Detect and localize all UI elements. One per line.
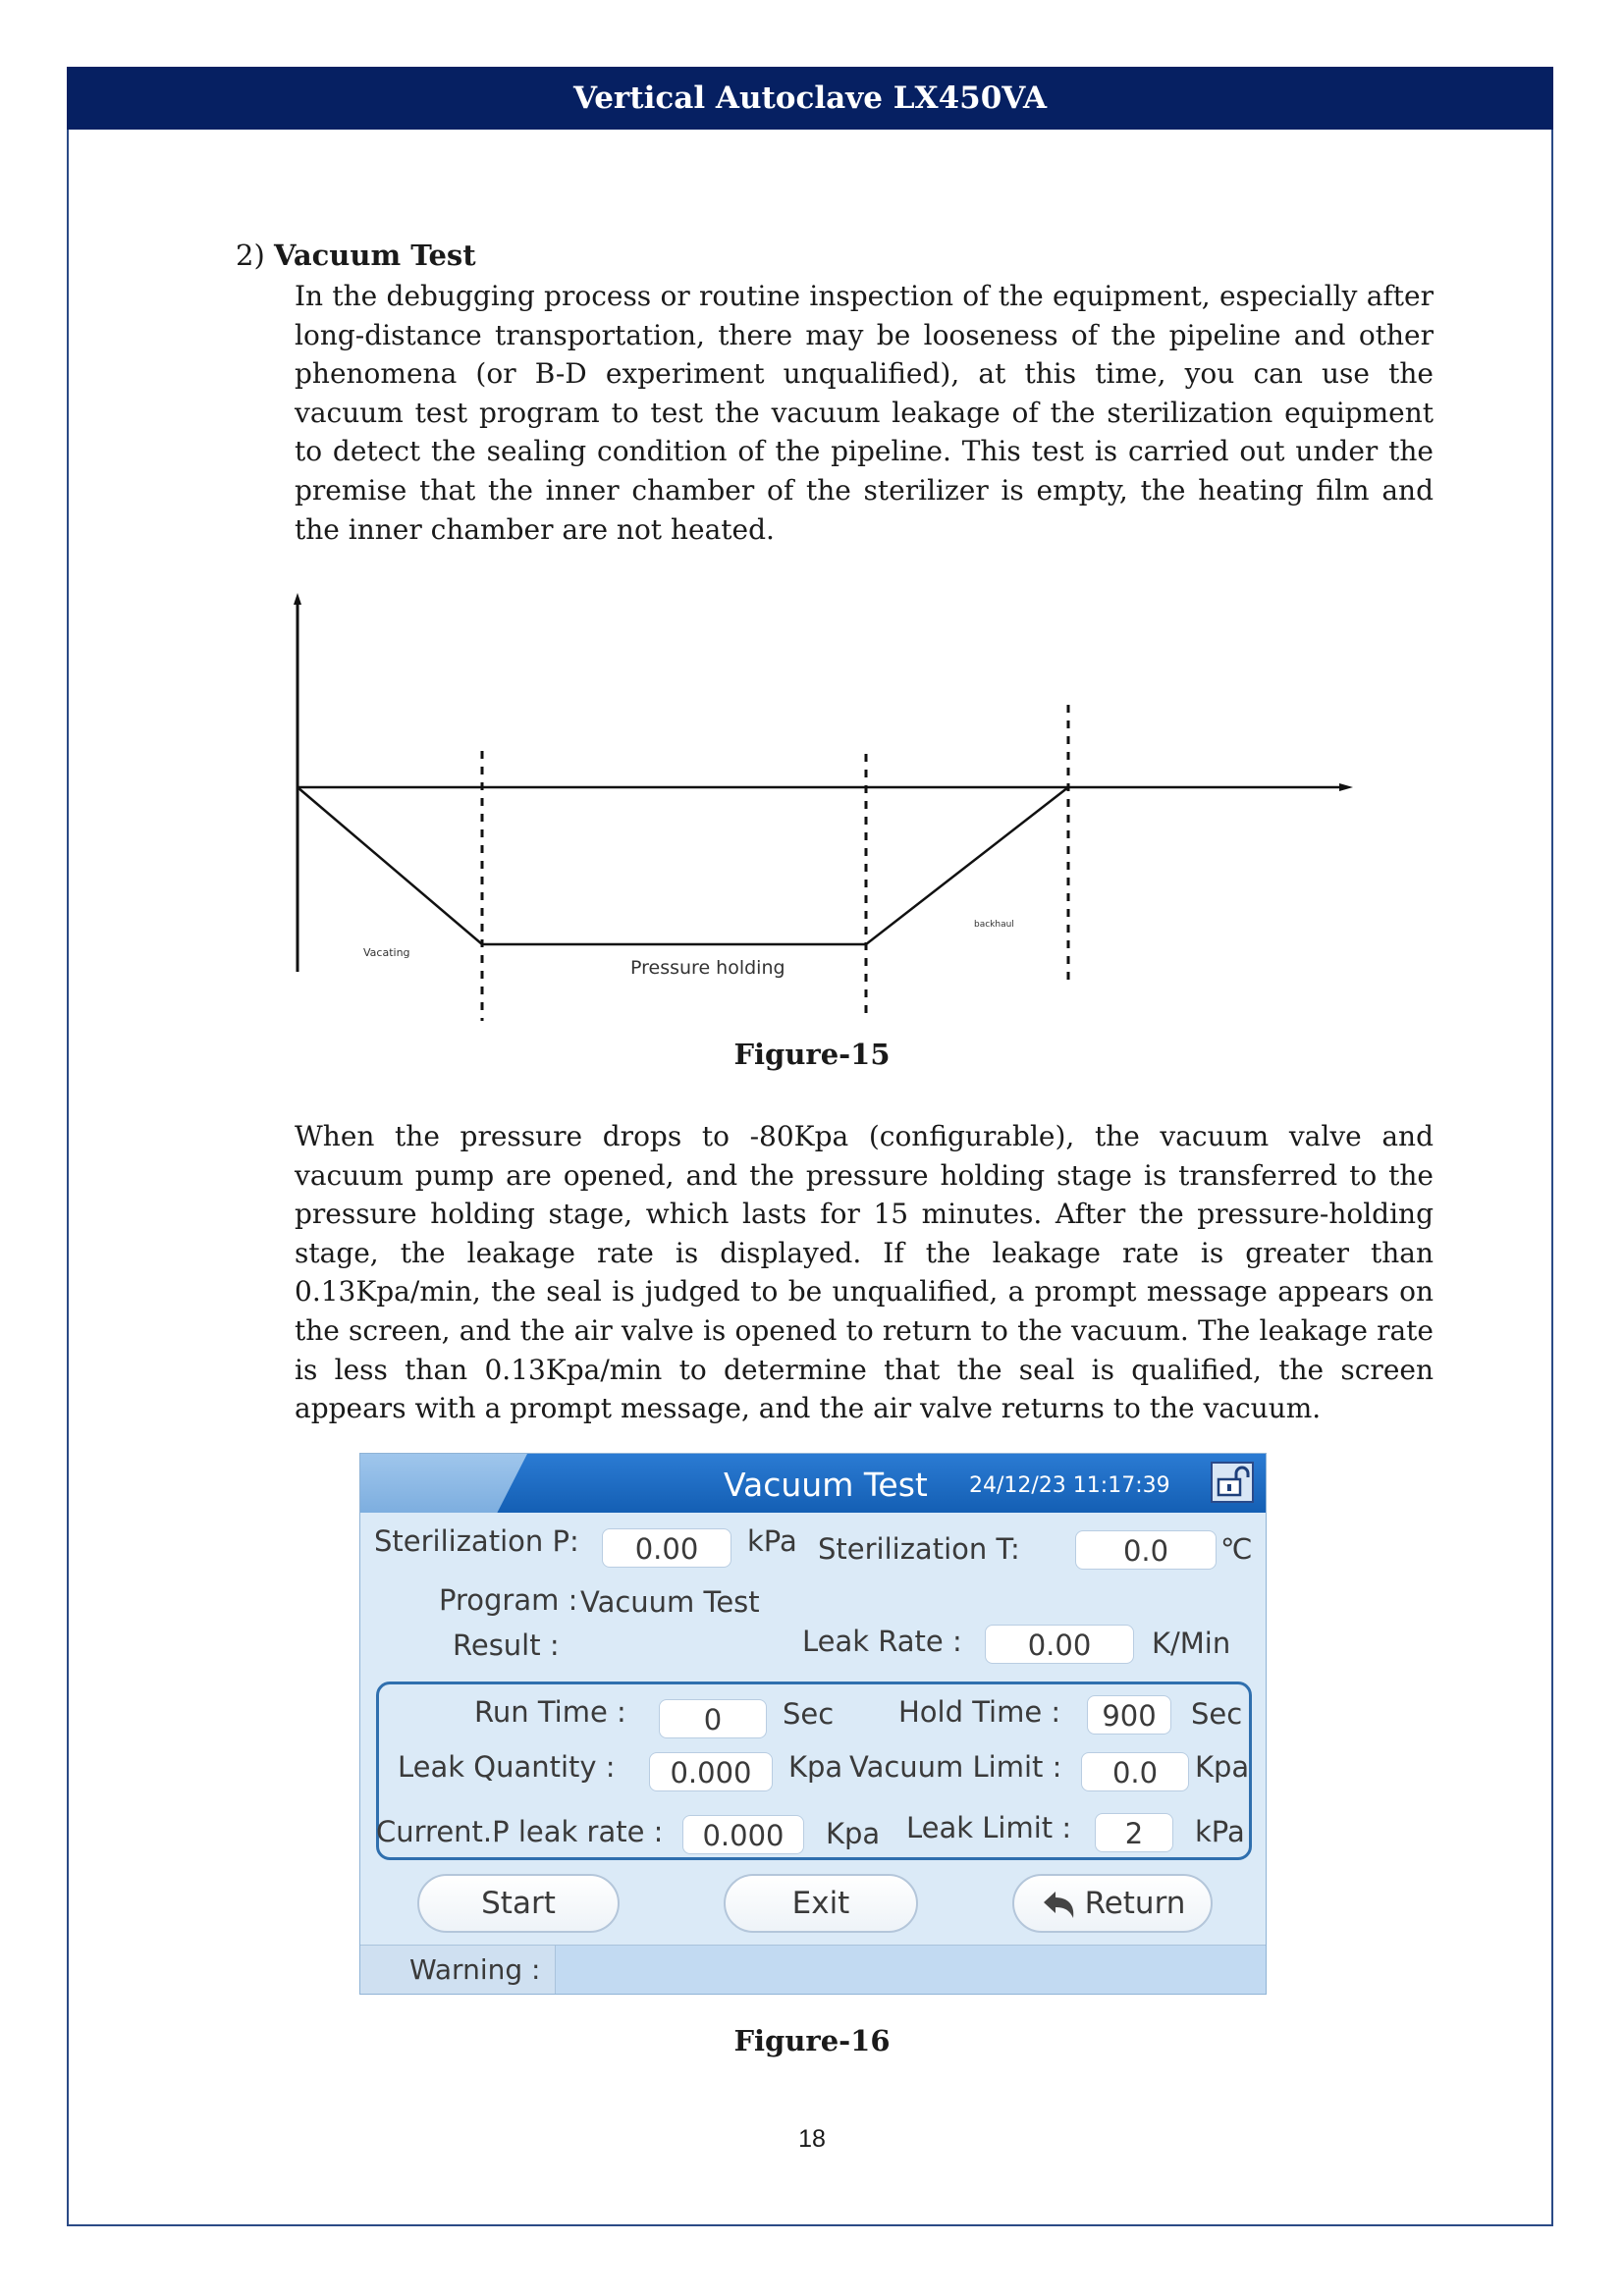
- pressure-curve: [298, 787, 1068, 944]
- leak-quantity-value: 0.000: [649, 1752, 773, 1791]
- sterilization-p-unit: kPa: [747, 1524, 797, 1558]
- vacuum-test-diagram: [285, 589, 1365, 1021]
- sterilization-p-value: 0.00: [602, 1528, 731, 1568]
- page-number: 18: [798, 2125, 826, 2153]
- section-title: Vacuum Test: [273, 239, 476, 272]
- program-value: Vacuum Test: [580, 1585, 760, 1619]
- return-arrow-icon: [1040, 1889, 1079, 1922]
- screen-datetime: 24/12/23 11:17:39: [969, 1473, 1170, 1498]
- return-button-label: Return: [1084, 1886, 1186, 1921]
- sterilization-t-unit: ℃: [1220, 1532, 1253, 1566]
- figure-16-caption: Figure-16: [733, 2024, 891, 2057]
- backhaul-label: backhaul: [974, 920, 1014, 930]
- leak-rate-label: Leak Rate :: [802, 1625, 962, 1658]
- leak-quantity-label: Leak Quantity :: [398, 1750, 616, 1784]
- hold-time-unit: Sec: [1191, 1697, 1243, 1731]
- vacating-label: Vacating: [363, 946, 410, 959]
- procedure-paragraph: When the pressure drops to -80Kpa (configurable), the vacuum valve and vacuum pump are opened, and the pressure holding stage is transferred to the pressure holding stage, which lasts for 15 minutes. After the pressure-holding stage, the leakage rate is displayed. If the leakage rate is greater than 0.13Kpa/min, the seal is judged to be unqualified, a prompt message appears on the screen, and the air valve is opened to return to the vacuum. The leakage rate is less than 0.13Kpa/min to determine that the seal is qualified, the screen appears with a prompt message, and the air valve returns to the vacuum.: [295, 1120, 1434, 1425]
- warning-bar: [360, 1945, 1266, 1995]
- section-number: 2): [236, 239, 265, 272]
- leak-limit-value: 2: [1095, 1813, 1173, 1852]
- leak-limit-label: Leak Limit :: [906, 1811, 1072, 1844]
- current-p-leak-rate-unit: Kpa: [826, 1817, 881, 1850]
- vacuum-test-screen: [359, 1453, 1267, 1995]
- sterilization-t-label: Sterilization T:: [818, 1532, 1020, 1566]
- run-time-label: Run Time :: [474, 1695, 626, 1729]
- section-heading: [236, 239, 476, 272]
- vacuum-limit-value: 0.0: [1081, 1752, 1189, 1791]
- vacuum-limit-unit: Kpa: [1195, 1750, 1250, 1784]
- return-button[interactable]: [1012, 1874, 1213, 1933]
- sterilization-t-value: 0.0: [1075, 1530, 1217, 1570]
- screen-title-bar: [360, 1454, 1266, 1513]
- leak-quantity-unit: Kpa: [788, 1750, 843, 1784]
- exit-button[interactable]: Exit: [724, 1874, 918, 1933]
- unlocked-padlock-icon: [1213, 1464, 1252, 1501]
- start-button[interactable]: Start: [417, 1874, 620, 1933]
- leak-rate-unit: K/Min: [1152, 1627, 1231, 1660]
- x-axis-arrow-icon: [1339, 783, 1353, 791]
- document-header: Vertical Autoclave LX450VA: [67, 67, 1553, 130]
- hold-time-label: Hold Time :: [898, 1695, 1061, 1729]
- screen-title: Vacuum Test: [724, 1466, 928, 1504]
- run-time-unit: Sec: [783, 1697, 835, 1731]
- lock-button[interactable]: [1211, 1462, 1254, 1503]
- warning-label: Warning :: [409, 1953, 541, 1986]
- leak-rate-value: 0.00: [985, 1625, 1134, 1664]
- figure-15-caption: Figure-15: [733, 1038, 891, 1071]
- warning-message-field: [555, 1946, 1267, 1995]
- vacuum-limit-label: Vacuum Limit :: [849, 1750, 1062, 1784]
- result-label: Result :: [453, 1629, 560, 1662]
- sterilization-p-label: Sterilization P:: [374, 1524, 579, 1558]
- y-axis-arrow-icon: [294, 593, 301, 605]
- program-label: Program :: [439, 1583, 578, 1617]
- leak-limit-unit: kPa: [1195, 1815, 1245, 1848]
- current-p-leak-rate-value: 0.000: [682, 1815, 804, 1854]
- current-p-leak-rate-label: Current.P leak rate :: [376, 1815, 664, 1848]
- title-bar-accent: [360, 1454, 527, 1513]
- intro-paragraph: In the debugging process or routine inspection of the equipment, especially after long-distance transportation, there may be looseness of the pipeline and other phenomena (or B-D experiment unqualified), at this time, you can use the vacuum test program to test the vacuum leakage of the sterilization equipment to detect the sealing condition of the pipeline. This test is carried out under the premise that the inner chamber of the sterilizer is empty, the heating film and the inner chamber are not heated.: [295, 280, 1434, 546]
- run-time-value: 0: [659, 1699, 767, 1738]
- hold-time-value: 900: [1087, 1695, 1171, 1735]
- pressure-holding-label: Pressure holding: [630, 957, 785, 979]
